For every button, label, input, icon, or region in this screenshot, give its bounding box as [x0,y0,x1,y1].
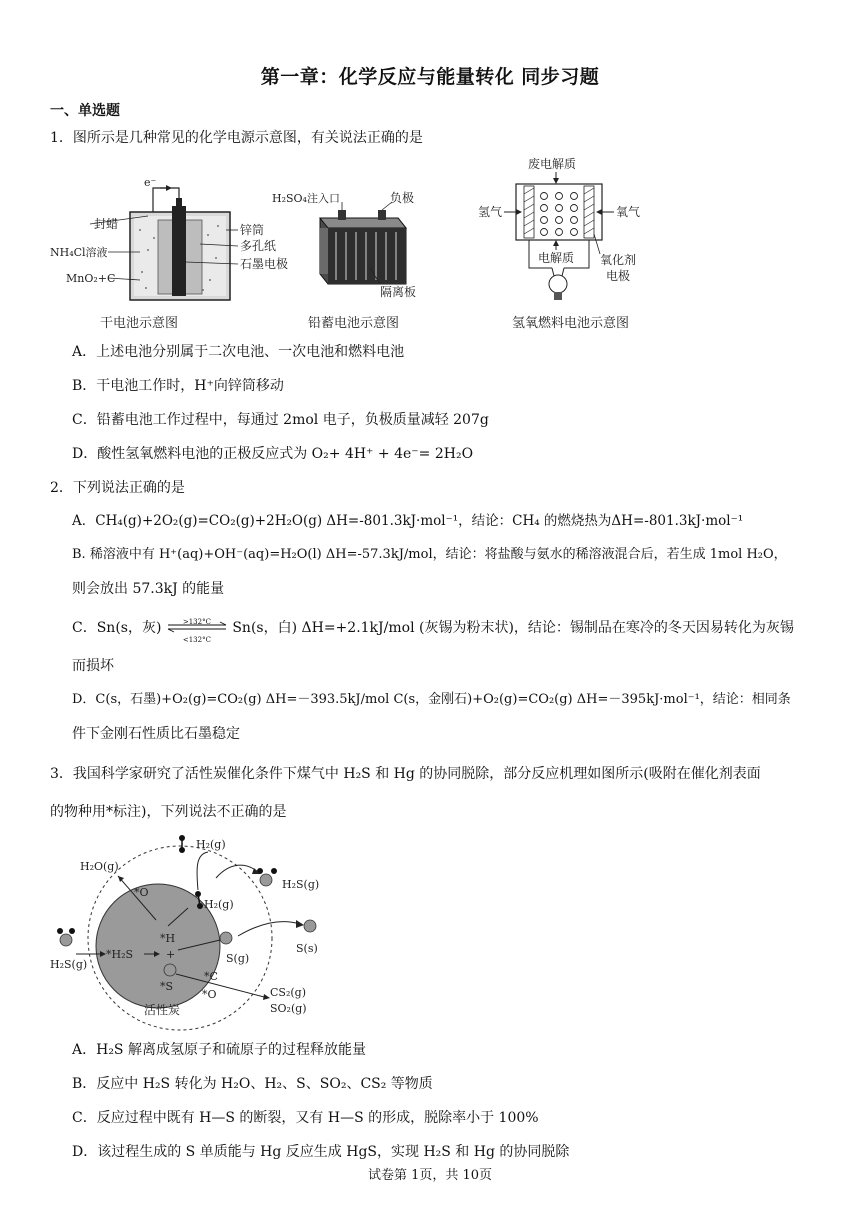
fuel-cell-hydrogen-label: 氢气 [478,205,503,219]
fuel-cell-electrode-label: 电极 [606,269,631,283]
arrow-bottom-condition: <132°C [182,636,211,644]
mechanism-h2s-left: H₂S(g) [50,958,88,971]
q2-option-c-line2: 而损坏 [72,658,114,674]
mechanism-h2-mid: H₂(g) [204,898,234,911]
q2-option-b-line2: 则会放出 57.3kJ 的能量 [72,581,225,597]
dry-cell-nh4cl-label: NH₄Cl溶液 [50,246,108,259]
lead-cell-figure [270,188,440,308]
q3-option-b: B．反应中 H₂S 转化为 H₂O、H₂、S、SO₂、CS₂ 等物质 [72,1076,433,1092]
dry-cell-figure [48,176,289,330]
lead-cell-inlet-label: H₂SO₄注入口 [272,192,340,205]
q2-option-a: A．CH₄(g)+2O₂(g)=CO₂(g)+2H₂O(g) ΔH=-801.3kJ·mol⁻¹，结论：CH₄ 的燃烧热为ΔH=-801.3kJ·mol⁻¹ [72,513,744,529]
mechanism-carbon-label: 活性炭 [144,1003,181,1017]
q3-option-d: D．该过程生成的 S 单质能与 Hg 反应生成 HgS，实现 H₂S 和 Hg 的协同脱除 [72,1144,570,1160]
mechanism-plus: + [166,948,176,961]
q2-option-c-left: C．Sn(s，灰) [72,620,162,636]
mechanism-c-star: *C [204,970,218,983]
question-1-stem: 1．图所示是几种常见的化学电源示意图，有关说法正确的是 [50,130,423,146]
q2-option-d-line2: 件下金刚石性质比石墨稳定 [72,726,240,742]
mechanism-s-star: *S [160,980,174,993]
mechanism-o-star-top: *O [134,886,149,899]
mechanism-s-solid: S(s) [296,942,318,955]
fuel-cell-figure [476,150,676,312]
question-3-stem-line1: 3．我国科学家研究了活性炭催化条件下煤气中 H₂S 和 Hg 的协同脱除，部分反应机理如图所示(吸附在催化剂表面 [50,766,761,782]
dry-cell-zinc-label: 锌筒 [240,223,265,237]
q2-option-c-line1 [72,618,794,644]
q1-option-c: C．铅蓄电池工作过程中，每通过 2mol 电子，负极质量减轻 207g [72,412,489,428]
arrow-top-condition: >132°C [182,618,211,626]
mechanism-o-star-bottom: *O [202,988,217,1001]
question-3-stem-line2: 的物种用*标注)，下列说法不正确的是 [50,804,287,820]
fuel-cell-oxidant-label: 氧化剂 [600,253,637,267]
question-2-stem: 2．下列说法正确的是 [50,480,185,496]
q2-option-b-line1: B. 稀溶液中有 H⁺(aq)+OH⁻(aq)=H₂O(l) ΔH=-57.3kJ/mol，结论：将盐酸与氨水的稀溶液混合后，若生成 1mol H₂O， [72,547,787,562]
mechanism-h-star: *H [160,932,176,945]
mechanism-s-gas: S(g) [226,952,250,965]
mechanism-h2o: H₂O(g) [80,860,119,873]
q1-option-d: D．酸性氢氧燃料电池的正极反应式为 O₂+ 4H⁺ + 4e⁻= 2H₂O [72,446,474,462]
mechanism-cs2: CS₂(g) [270,986,306,999]
lead-cell-separator-label: 隔离板 [380,285,417,299]
mechanism-h2-top: H₂(g) [196,838,226,851]
q3-option-a: A．H₂S 解离成氢原子和硫原子的过程释放能量 [72,1042,366,1058]
page-footer: 试卷第 1页，共 10页 [367,1168,493,1183]
fuel-cell-electrolyte-label: 电解质 [538,251,575,265]
dry-cell-caption: 干电池示意图 [100,316,179,331]
lead-cell-anode-label: 负极 [390,191,415,205]
dry-cell-electron-label: e⁻ [144,176,157,189]
q1-option-b: B．干电池工作时，H⁺向锌筒移动 [72,378,284,394]
mechanism-h2s-star: *H₂S [106,948,134,961]
dry-cell-mno2-label: MnO₂+C [66,272,116,285]
fuel-cell-oxygen-label: 氧气 [616,205,641,219]
lead-cell-caption: 铅蓄电池示意图 [308,316,400,331]
q2-option-d-line1: D．C(s，石墨)+O₂(g)=CO₂(g) ΔH=－393.5kJ/mol C(s，金刚石)+O₂(g)=CO₂(g) ΔH=－395kJ·mol⁻¹，结论：相同条 [72,692,791,707]
equilibrium-arrow [166,618,228,644]
section-heading: 一、单选题 [50,103,120,119]
dry-cell-graphite-label: 石墨电极 [240,257,289,271]
q2-option-c-right: Sn(s，白) ΔH=+2.1kJ/mol (灰锡为粉末状)，结论：锡制品在寒冷的冬天因易转化为灰锡 [232,620,794,636]
q1-option-a: A．上述电池分别属于二次电池、一次电池和燃料电池 [72,344,405,360]
dry-cell-paper-label: 多孔纸 [240,239,277,253]
fuel-cell-waste-label: 废电解质 [528,157,577,171]
mechanism-so2: SO₂(g) [270,1002,307,1015]
fuel-cell-caption: 氢氧燃料电池示意图 [512,316,630,331]
q3-option-c: C．反应过程中既有 H—S 的断裂，又有 H—S 的形成，脱除率小于 100% [72,1110,539,1126]
dry-cell-wax-label: 封蜡 [94,217,119,231]
page-title: 第一章：化学反应与能量转化 同步习题 [260,66,600,88]
mechanism-figure [48,828,348,1028]
mechanism-h2s-right: H₂S(g) [282,878,320,891]
